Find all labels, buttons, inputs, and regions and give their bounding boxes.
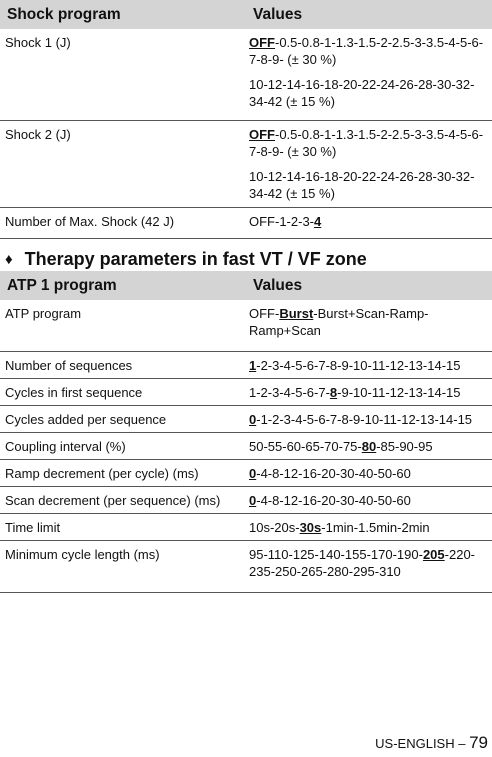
shock-program-table <box>0 0 492 239</box>
row-label: Minimum cycle length (ms) <box>0 541 245 593</box>
row-label: Scan decrement (per sequence) (ms) <box>0 487 245 514</box>
row-values: 50-55-60-65-70-75-80-85-90-95 <box>245 433 492 460</box>
default-value: 8 <box>329 385 338 400</box>
default-value: 30s <box>299 520 322 535</box>
default-value: 205 <box>422 547 445 562</box>
table-row <box>0 300 492 352</box>
row-values: 1-2-3-4-5-6-7-8-9-10-11-12-13-14-15 <box>245 379 492 406</box>
row-label: Shock 1 (J) <box>0 29 245 121</box>
table-row <box>0 541 492 593</box>
row-label: Shock 2 (J) <box>0 121 245 208</box>
default-value: 0 <box>249 466 257 481</box>
row-values: 0-4-8-12-16-20-30-40-50-60 <box>245 487 492 514</box>
section-heading <box>5 249 367 270</box>
page-number: 79 <box>469 733 488 752</box>
row-label: Cycles in first sequence <box>0 379 245 406</box>
row-values <box>245 29 492 121</box>
row-label: Time limit <box>0 514 245 541</box>
footer-language: US-ENGLISH – <box>375 736 470 751</box>
row-values: 95-110-125-140-155-170-190-205-220-235-250-265-280-295-310 <box>245 541 492 593</box>
diamond-bullet-icon: ♦ <box>5 251 13 268</box>
table-row <box>0 352 492 379</box>
default-value: 0 <box>249 493 257 508</box>
default-value: 4 <box>314 214 322 229</box>
table-row <box>0 208 492 239</box>
column-header-program: Shock program <box>0 0 245 29</box>
values-text: 10-12-14-16-18-20-22-24-26-28-30-32-34-42 (± 15 %) <box>249 169 475 201</box>
section-heading-text: Therapy parameters in fast VT / VF zone <box>24 249 367 269</box>
atp1-program-table <box>0 271 492 593</box>
row-label: ATP program <box>0 300 245 352</box>
values-text: -0.5-0.8-1-1.3-1.5-2-2.5-3-3.5-4-5-6-7-8-9- (± 30 %) <box>249 35 484 67</box>
default-value: 1 <box>249 358 257 373</box>
row-label: Cycles added per sequence <box>0 406 245 433</box>
table-row <box>0 433 492 460</box>
default-value: Burst <box>279 306 314 321</box>
default-value: OFF <box>249 35 275 50</box>
table-row <box>0 514 492 541</box>
row-values: 0-4-8-12-16-20-30-40-50-60 <box>245 460 492 487</box>
row-label: Number of Max. Shock (42 J) <box>0 208 245 239</box>
row-label: Number of sequences <box>0 352 245 379</box>
row-label: Coupling interval (%) <box>0 433 245 460</box>
default-value: OFF <box>249 127 275 142</box>
column-header-values: Values <box>245 0 492 29</box>
table-row <box>0 460 492 487</box>
values-text: 10-12-14-16-18-20-22-24-26-28-30-32-34-42 (± 15 %) <box>249 77 475 109</box>
table-row <box>0 406 492 433</box>
default-value: 0 <box>249 412 257 427</box>
column-header-values: Values <box>245 271 492 300</box>
row-values <box>245 121 492 208</box>
row-values: 0-1-2-3-4-5-6-7-8-9-10-11-12-13-14-15 <box>245 406 492 433</box>
table-row <box>0 29 492 121</box>
table-header-row <box>0 271 492 300</box>
values-text: -0.5-0.8-1-1.3-1.5-2-2.5-3-3.5-4-5-6-7-8-9- (± 30 %) <box>249 127 484 159</box>
row-values: OFF-Burst-Burst+Scan-Ramp-Ramp+Scan <box>245 300 492 352</box>
table-row <box>0 121 492 208</box>
default-value: 80 <box>361 439 377 454</box>
column-header-program: ATP 1 program <box>0 271 245 300</box>
table-row <box>0 487 492 514</box>
table-header-row <box>0 0 492 29</box>
page-footer <box>375 733 488 753</box>
row-values: 10s-20s-30s-1min-1.5min-2min <box>245 514 492 541</box>
table-row <box>0 379 492 406</box>
row-values: 1-2-3-4-5-6-7-8-9-10-11-12-13-14-15 <box>245 352 492 379</box>
row-values: OFF-1-2-3-4 <box>245 208 492 239</box>
row-label: Ramp decrement (per cycle) (ms) <box>0 460 245 487</box>
